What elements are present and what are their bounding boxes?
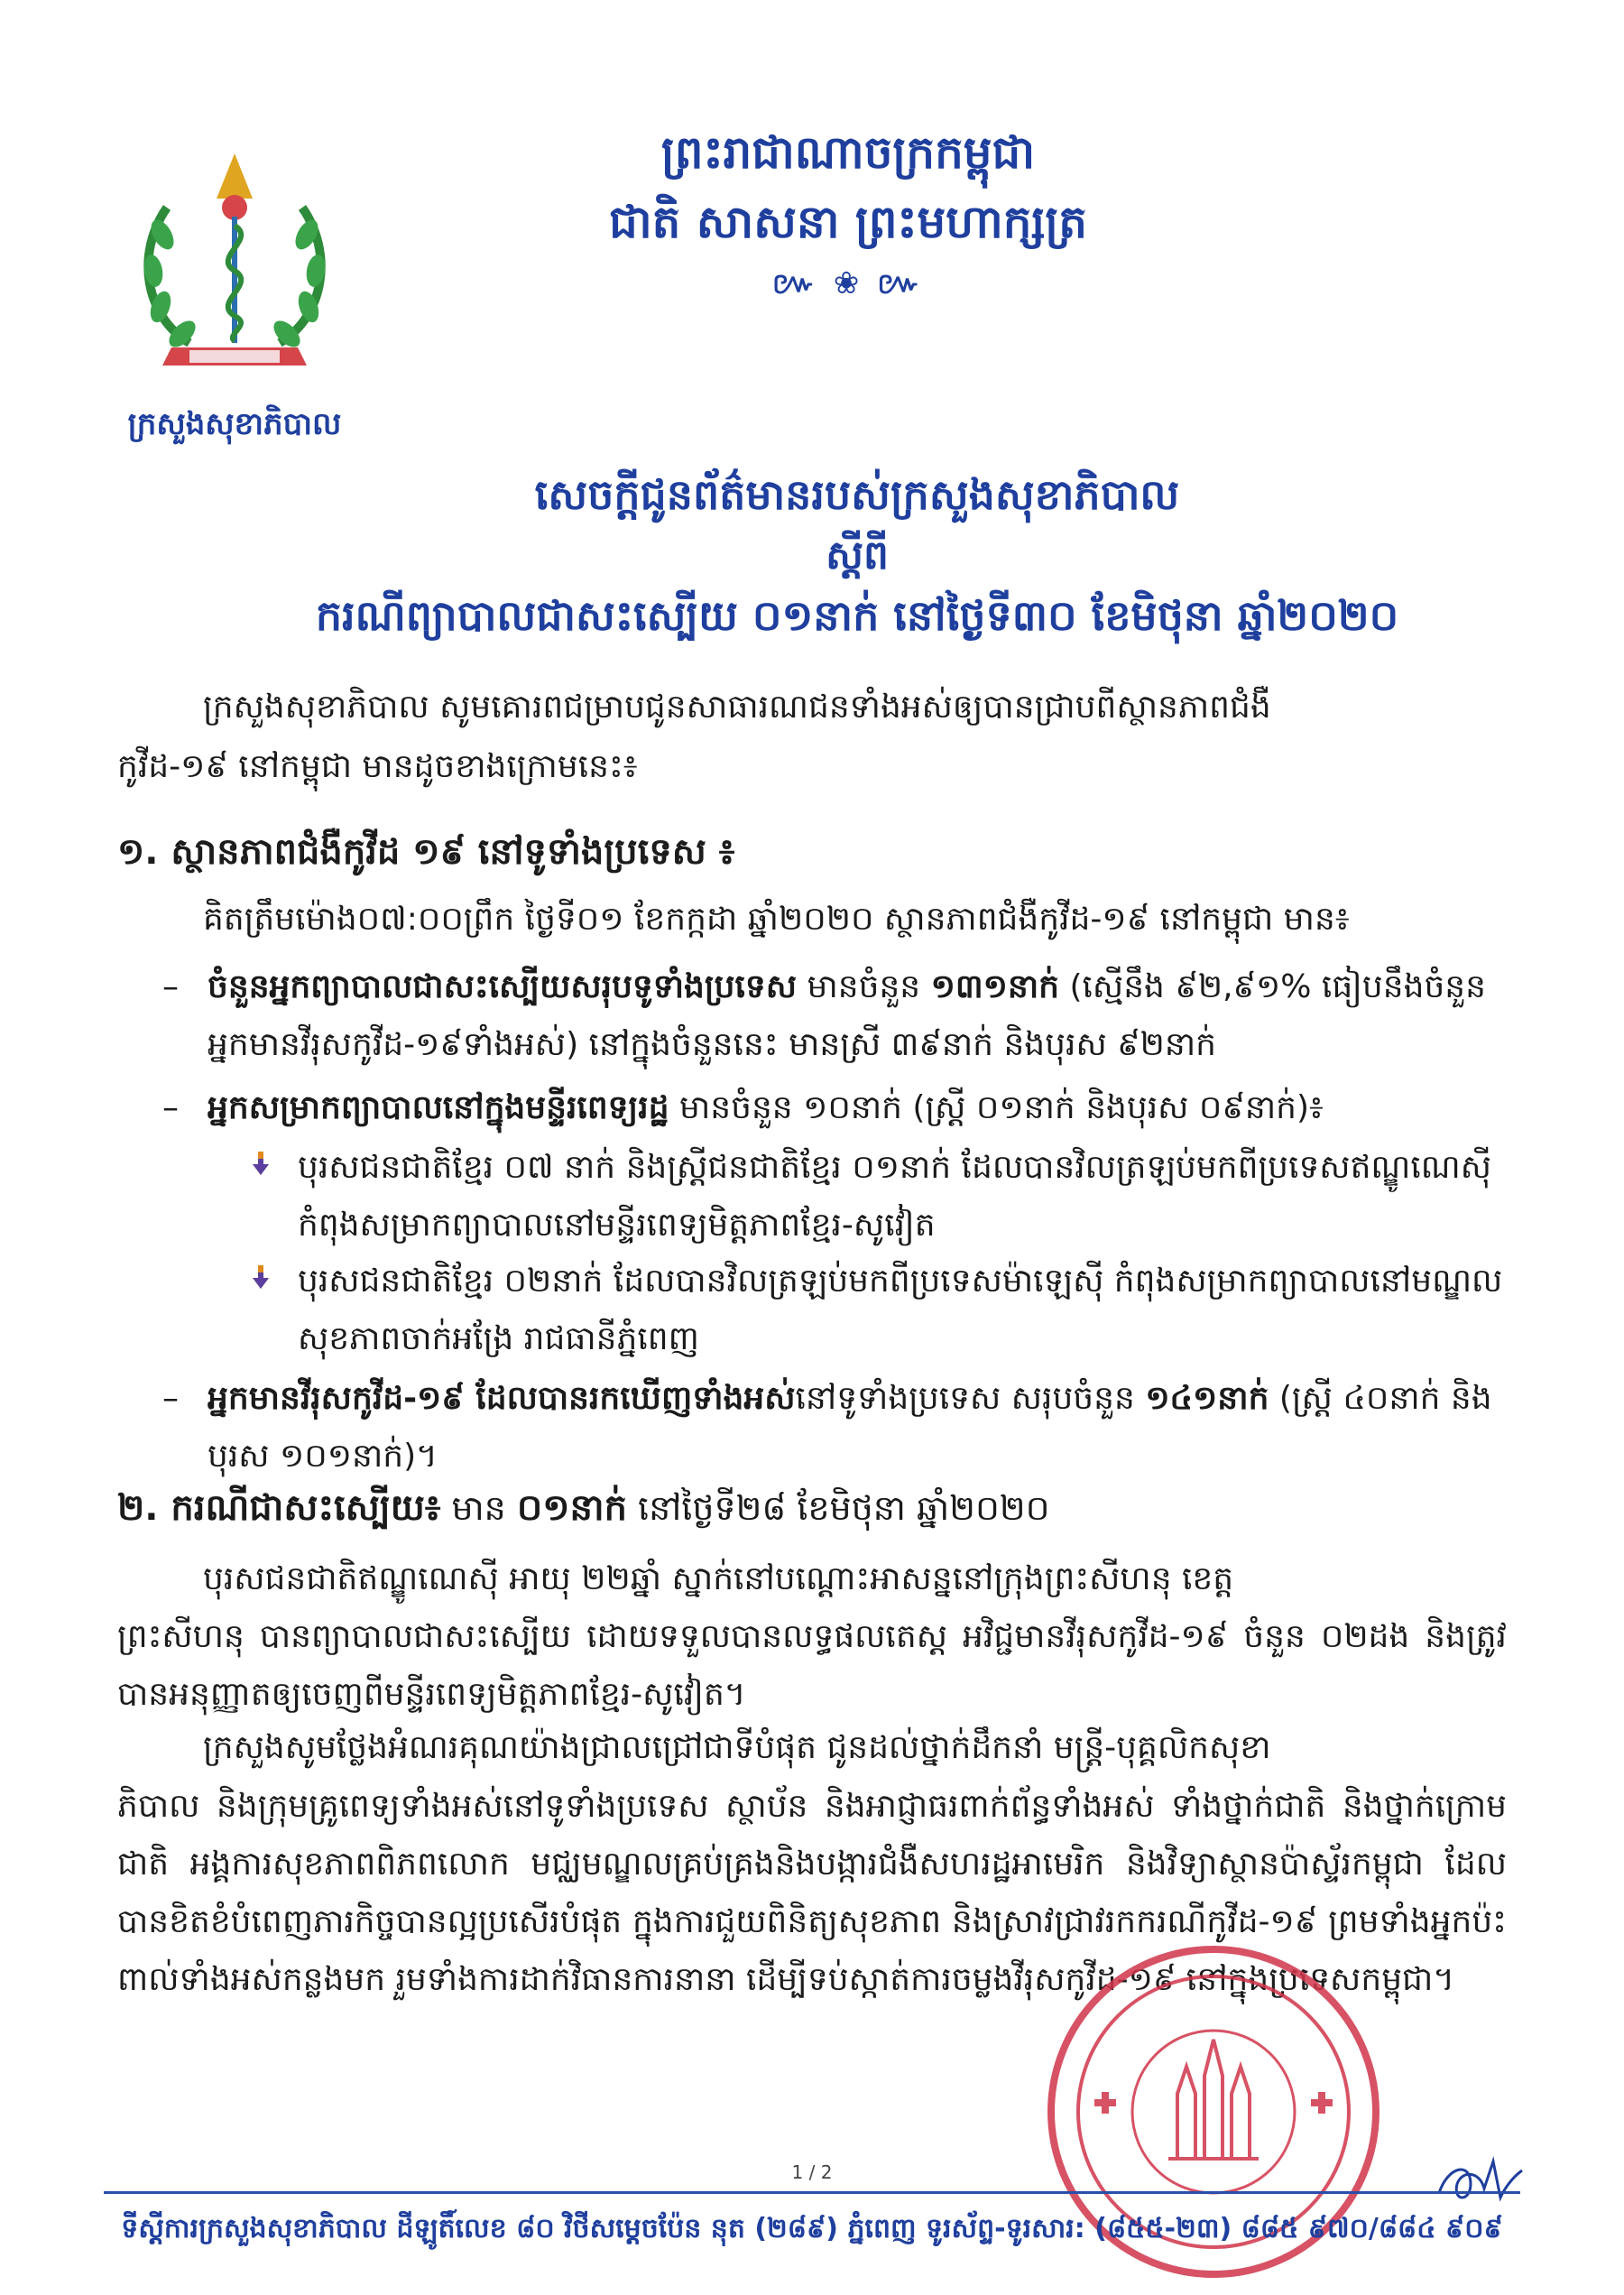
patient-group-text: បុរសជនជាតិខ្មែរ ០២នាក់ ដែលបានវិលត្រឡប់មកពីប្រទេសម៉ាឡេស៊ី កំពុងសម្រាកព្យាបាលនៅមណ្ឌលសុខភាពចាក់អង្រែ រាជធានីភ្នំពេញ (298, 1263, 1503, 1357)
intro-line2: កូវីដ-១៩ នៅកម្ពុជា មានដូចខាងក្រោមនេះ៖ (117, 748, 638, 785)
ministry-emblem-icon (126, 135, 343, 397)
document-title-about: ស្តីពី (826, 532, 889, 578)
dash-bullet: – (162, 1380, 179, 1417)
hospitalized-item (162, 1079, 1507, 1137)
total-cases-mid: នៅទូទាំងប្រទេស សរុបចំនួន (795, 1380, 1146, 1417)
case-detail-line1: បុរសជនជាតិឥណ្ឌូណេស៊ី អាយុ ២២ឆ្នាំ ស្នាក់នៅបណ្តោះអាសន្ននៅក្រុងព្រះសីហនុ ខេត្ត (203, 1560, 1234, 1597)
kingdom-name: ព្រះរាជាណាចក្រកម្ពុជា (660, 126, 1036, 179)
section2-mid: មាន (440, 1488, 517, 1528)
section2-title: ២. ករណីជាសះស្បើយ៖ (117, 1487, 441, 1529)
section1-heading: ១. ស្ថានភាពជំងឺកូវីដ ១៩ នៅទូទាំងប្រទេស ៖ (117, 831, 735, 873)
section2-count: ០១នាក់ (516, 1487, 627, 1529)
thanks-paragraph: ភិបាល និងក្រុមគ្រូពេទ្យទាំងអស់នៅទូទាំងប្រទេស ស្ថាប័ន និងអាជ្ញាធរពាក់ព័ន្ធទាំងអស់ ទាំងថ្នាក់ជាតិ និងថ្នាក់ក្រោមជាតិ អង្គការសុខភាពពិភពលោក មជ្ឈមណ្ឌលគ្រប់គ្រងនិងបង្ការជំងឺសហរដ្ឋអាមេរិក និងវិទ្យាស្ថានប៉ាស្ទ័រកម្ពុជា ដែលបានខិតខំបំពេញភារកិច្ចបានល្អប្រសើរបំផុត ក្នុងការជួយពិនិត្យសុខភាព និងស្រាវជ្រាវរកករណីកូវីដ-១៩ ព្រមទាំងអ្នកប៉ះពាល់ទាំងអស់កន្លងមក រួមទាំងការដាក់វិធានការនានា ដើម្បីទប់ស្កាត់ការចម្លងវីរុសកូវីដ-១៩ នៅក្នុងប្រទេសកម្ពុជា។ (117, 1788, 1507, 1998)
document-subject: ករណីព្យាបាលជាសះស្បើយ ០១នាក់ នៅថ្ងៃទី៣០ ខែមិថុនា ឆ្នាំ២០២០ (315, 591, 1399, 640)
section2-heading (117, 1485, 1471, 1538)
arrow-bullet-icon (251, 1152, 271, 1175)
intro-line1: ក្រសួងសុខាភិបាល សូមគោរពជម្រាបជូនសាធារណជនទាំងអស់ឲ្យបានជ្រាបពីស្ថានភាពជំងឺ (203, 689, 1271, 726)
section2-date: នៅថ្ងៃទី២៨ ខែមិថុនា ឆ្នាំ២០២០ (626, 1488, 1050, 1528)
ministry-name: ក្រសួងសុខាភិបាល (127, 406, 342, 442)
footer-divider (104, 2191, 1520, 2194)
recovered-count: ១៣១នាក់ (930, 968, 1059, 1005)
recovered-total-item (162, 958, 1507, 1074)
status-as-of: គិតត្រឹមម៉ោង០៧:០០ព្រឹក ថ្ងៃទី០១ ខែកក្កដា ឆ្នាំ២០២០ ស្ថានភាពជំងឺកូវីដ-១៩ នៅកម្ពុជា មាន៖ (203, 901, 1350, 938)
patient-group-item (298, 1139, 1507, 1254)
arrow-bullet-icon (251, 1265, 271, 1289)
hospitalized-label: អ្នកសម្រាកព្យាបាលនៅក្នុងមន្ទីរពេទ្យរដ្ឋ (208, 1089, 669, 1126)
ornament-divider: ៚ ❀ ៚ (771, 265, 925, 301)
total-cases-detail: (ស្ត្រី ៤០នាក់ និងបុរស ១០១នាក់)។ (208, 1380, 1492, 1475)
footer-address: ទីស្តីការក្រសួងសុខាភិបាល ដីឡូតិ៍លេខ ៨០ វិថីសម្តេចប៉ែន នុត (២៨៩) ភ្នំពេញ ទូរស័ព្ទ-ទូរសារ: (៨៥៥-២៣) ៨៨៥ ៩៧០/៨៨៤ ៩០៩ (121, 2213, 1503, 2244)
case-detail-line2: ព្រះសីហនុ បានព្យាបាលជាសះស្បើយ ដោយទទួលបានលទ្ធផលតេស្ត អវិជ្ជមានវីរុសកូវីដ-១៩ ចំនួន ០២ដង និងត្រូវបានអនុញ្ញាតឲ្យចេញពីមន្ទីរពេទ្យមិត្តភាពខ្មែរ-សូវៀត។ (117, 1618, 1507, 1713)
total-cases-label: អ្នកមានវីរុសកូវីដ-១៩ ដែលបានរកឃើញទាំងអស់ (208, 1380, 796, 1417)
patient-group-item (298, 1253, 1507, 1368)
dash-bullet: – (162, 1089, 179, 1126)
patient-group-text: បុរសជនជាតិខ្មែរ ០៧ នាក់ និងស្ត្រីជនជាតិខ្មែរ ០១នាក់ ដែលបានវិលត្រឡប់មកពីប្រទេសឥណ្ឌូណេស៊ីកំពុងសម្រាកព្យាបាលនៅមន្ទីរពេទ្យមិត្តភាពខ្មែរ-សូវៀត (298, 1149, 1492, 1244)
document-title: សេចក្តីជូនព័ត៌មានរបស់ក្រសួងសុខាភិបាល (534, 470, 1180, 519)
thanks-line1: ក្រសួងសូមថ្លែងអំណរគុណយ៉ាងជ្រាលជ្រៅជាទីបំផុត ជូនដល់ថ្នាក់ដឹកនាំ មន្ត្រី-បុគ្គលិកសុខា (203, 1729, 1271, 1766)
dash-bullet: – (162, 968, 179, 1005)
recovered-detail: (ស្មើនឹង ៩២,៩១% ធៀបនឹងចំនួនអ្នកមានវីរុសកូវីដ-១៩ទាំងអស់) នៅក្នុងចំនួននេះ មានស្រី ៣៩នាក់ និងបុរស ៩២នាក់ (208, 968, 1487, 1063)
recovered-mid: មានចំនួន (797, 968, 931, 1005)
signature-icon (1430, 2148, 1529, 2211)
page-number: 1 / 2 (791, 2161, 833, 2183)
total-cases-item (162, 1370, 1507, 1485)
hospitalized-detail: មានចំនួន ១០នាក់ (ស្ត្រី ០១នាក់ និងបុរស ០៩នាក់)៖ (669, 1089, 1324, 1126)
recovered-label: ចំនួនអ្នកព្យាបាលជាសះស្បើយសរុបទូទាំងប្រទេស (208, 968, 798, 1005)
national-motto: ជាតិ សាសនា ព្រះមហាក្សត្រ (609, 196, 1087, 248)
total-cases-count: ១៤១នាក់ (1145, 1380, 1269, 1417)
